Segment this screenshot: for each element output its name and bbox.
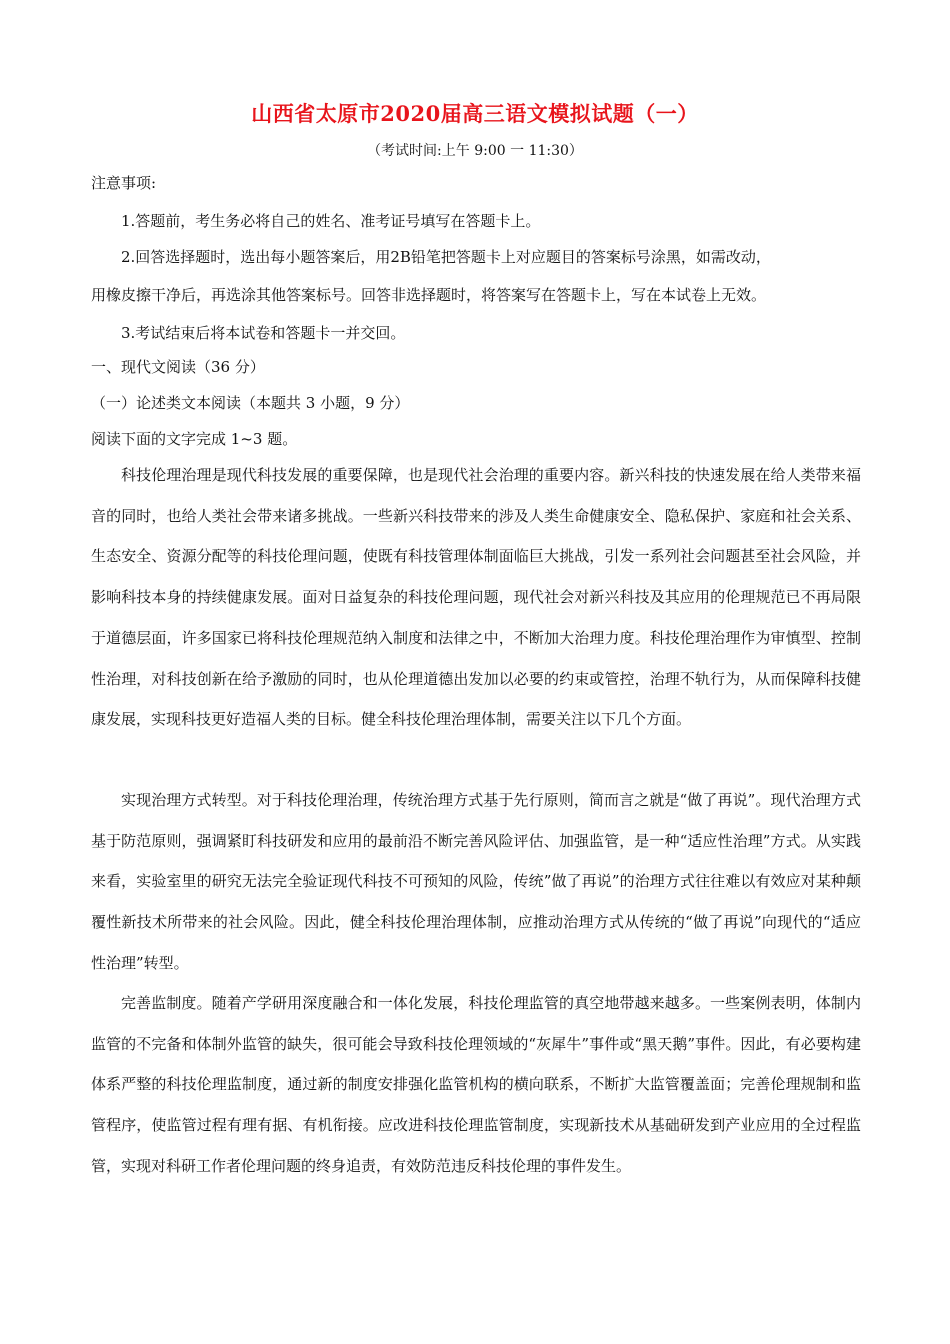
- section-heading: 一、现代文阅读（36 分）: [91, 358, 265, 376]
- exam-time: （考试时间:上午 9:00 一 11:30）: [367, 143, 583, 159]
- document-title: 山西省太原市2020届高三语文模拟试题（一）: [251, 101, 699, 126]
- notice-heading: 注意事项:: [91, 174, 157, 192]
- subsection-heading: （一）论述类文本阅读（本题共 3 小题，9 分）: [91, 394, 410, 412]
- notice-item: 3.考试结束后将本试卷和答题卡一并交回。: [121, 324, 406, 342]
- notice-item: 1.答题前，考生务必将自己的姓名、准考证号填写在答题卡上。: [121, 212, 541, 230]
- body-paragraph: 科技伦理治理是现代科技发展的重要保障，也是现代社会治理的重要内容。新兴科技的快速发展在给人类带来福音的同时，也给人类社会带来诸多挑战。一些新兴科技带来的涉及人类生命健康安全、隐私保护、家庭和社会关系、生态安全、资源分配等的科技伦理问题，使既有科技管理体制面临巨大挑战，引发一系列社会问题甚至社会风险，并影响科技本身的持续健康发展。面对日益复杂的科技伦理问题，现代社会对新兴科技及其应用的伦理规范已不再局限于道德层面，许多国家已将科技伦理规范纳入制度和法律之中，不断加大治理力度。科技伦理治理作为审慎型、控制性治理，对科技创新在给予激励的同时，也从伦理道德出发加以必要的约束或管控，治理不轨行为，从而保障科技健康发展，实现科技更好造福人类的目标。健全科技伦理治理体制，需要关注以下几个方面。: [91, 466, 861, 729]
- body-paragraph: 实现治理方式转型。对于科技伦理治理，传统治理方式基于先行原则，简而言之就是“做了再说”。现代治理方式基于防范原则，强调紧盯科技研发和应用的最前沿不断完善风险评估、加强监管，是一种“适应性治理”方式。从实践来看，实验室里的研究无法完全验证现代科技不可预知的风险，传统”做了再说”的治理方式往往难以有效应对某种颠覆性新技术所带来的社会风险。因此，健全科技伦理治理体制，应推动治理方式从传统的“做了再说”向现代的“适应性治理”转型。: [91, 791, 861, 972]
- notice-item: 用橡皮擦干净后，再选涂其他答案标号。回答非选择题时，将答案写在答题卡上，写在本试卷上无效。: [91, 286, 767, 304]
- notice-item: 2.回答选择题时，选出每小题答案后，用2B铅笔把答题卡上对应题目的答案标号涂黑，如需改动，: [121, 248, 771, 266]
- body-paragraph: 完善监制度。随着产学研用深度融合和一体化发展，科技伦理监管的真空地带越来越多。一些案例表明，体制内监管的不完备和体制外监管的缺失，很可能会导致科技伦理领域的“灰犀牛”事件或“黑天鹅”事件。因此，有必要构建体系严整的科技伦理监制度，通过新的制度安排强化监管机构的横向联系，不断扩大监管覆盖面；完善伦理规制和监管程序，使监管过程有理有据、有机衔接。应改进科技伦理监管制度，实现新技术从基础研发到产业应用的全过程监管，实现对科研工作者伦理问题的终身追责，有效防范违反科技伦理的事件发生。: [91, 994, 861, 1175]
- reading-instruction: 阅读下面的文字完成 1~3 题。: [91, 430, 298, 448]
